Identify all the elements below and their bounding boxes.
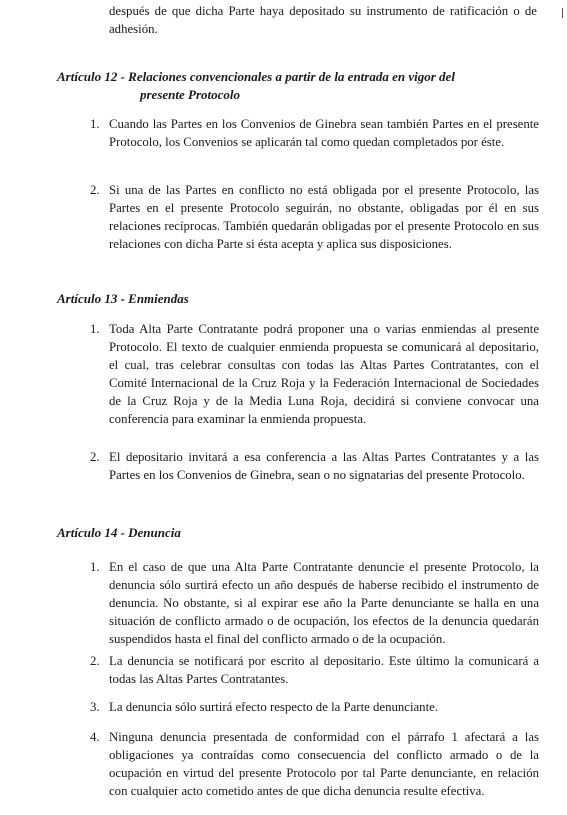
article-14-item-4-text: Ninguna denuncia presentada de conformidad con el párrafo 1 afectará a las obligaciones ya contraídas como consecuencia del conflicto armado o de la ocupación en virtud del presente Protocolo por tal Parte denunciante, en relación con cualquier acto cometido antes de que dicha denuncia resulte efectiva. [109, 730, 539, 798]
article-12-heading-line2: presente Protocolo [140, 87, 241, 102]
article-14-item-1-number: 1. [90, 560, 100, 574]
article-14-heading-line1: Artículo 14 - Denuncia [57, 525, 181, 540]
article-13-item-1-text: Toda Alta Parte Contratante podrá proponer una o varias enmiendas al presente Protocolo. El texto de cualquier enmienda propuesta se comunicará al depositario, el cual, tras celebrar consultas con todas las Altas Partes Contratantes, con el Comité Internacional de la Cruz Roja y la Federación Internacional de Sociedades de la Cruz Roja y de la Media Luna Roja, decidirá si conviene convocar una conferencia para examinar la enmienda propuesta. [109, 322, 539, 426]
article-12-item-2-text: Si una de las Partes en conflicto no está obligada por el presente Protocolo, las Partes en el presente Protocolo seguirán, no obstante, obligadas por él en sus relaciones recíprocas. También quedarán obligadas por el presente Protocolo en sus relaciones con dicha Parte si ésta acepta y aplica sus disposiciones. [109, 183, 539, 251]
continued-paragraph: después de que dicha Parte haya depositado su instrumento de ratificación o de adhesión. [109, 4, 537, 36]
article-14-heading [57, 524, 537, 542]
article-14-item-3-text: La denuncia sólo surtirá efecto respecto de la Parte denunciante. [109, 700, 439, 714]
article-12-heading [57, 68, 541, 104]
article-12-item-1-number: 1. [90, 117, 100, 131]
article-13-heading-line1: Artículo 13 - Enmiendas [57, 291, 189, 306]
article-14-item-2-number: 2. [90, 654, 100, 668]
article-12-item-2-number: 2. [90, 183, 100, 197]
article-12-heading-line1: Artículo 12 - Relaciones convencionales a partir de la entrada en vigor del [57, 69, 455, 84]
article-12-item-1-text: Cuando las Partes en los Convenios de Ginebra sean también Partes en el presente Protocolo, los Convenios se aplicarán tal como quedan completados por éste. [109, 117, 539, 149]
article-13-item-2-number: 2. [90, 450, 100, 464]
article-14-item-4-number: 4. [90, 730, 100, 744]
article-14-item-3-number: 3. [90, 700, 100, 714]
article-13-heading [57, 290, 537, 308]
page-edge-mark [562, 8, 566, 18]
article-13-item-1-number: 1. [90, 322, 100, 336]
article-14-item-2-text: La denuncia se notificará por escrito al depositario. Este último la comunicará a todas las Altas Partes Contratantes. [109, 654, 539, 686]
article-13-item-2-text: El depositario invitará a esa conferencia a las Altas Partes Contratantes y a las Partes en los Convenios de Ginebra, sean o no signatarias del presente Protocolo. [109, 450, 539, 482]
article-14-item-1-text: En el caso de que una Alta Parte Contratante denuncie el presente Protocolo, la denuncia sólo surtirá efecto un año después de haberse recibido el instrumento de denuncia. No obstante, si al expirar ese año la Parte denunciante se halla en una situación de conflicto armado o de ocupación, los efectos de la denuncia quedarán suspendidos hasta el final del conflicto armado o de la ocupación. [109, 560, 539, 646]
